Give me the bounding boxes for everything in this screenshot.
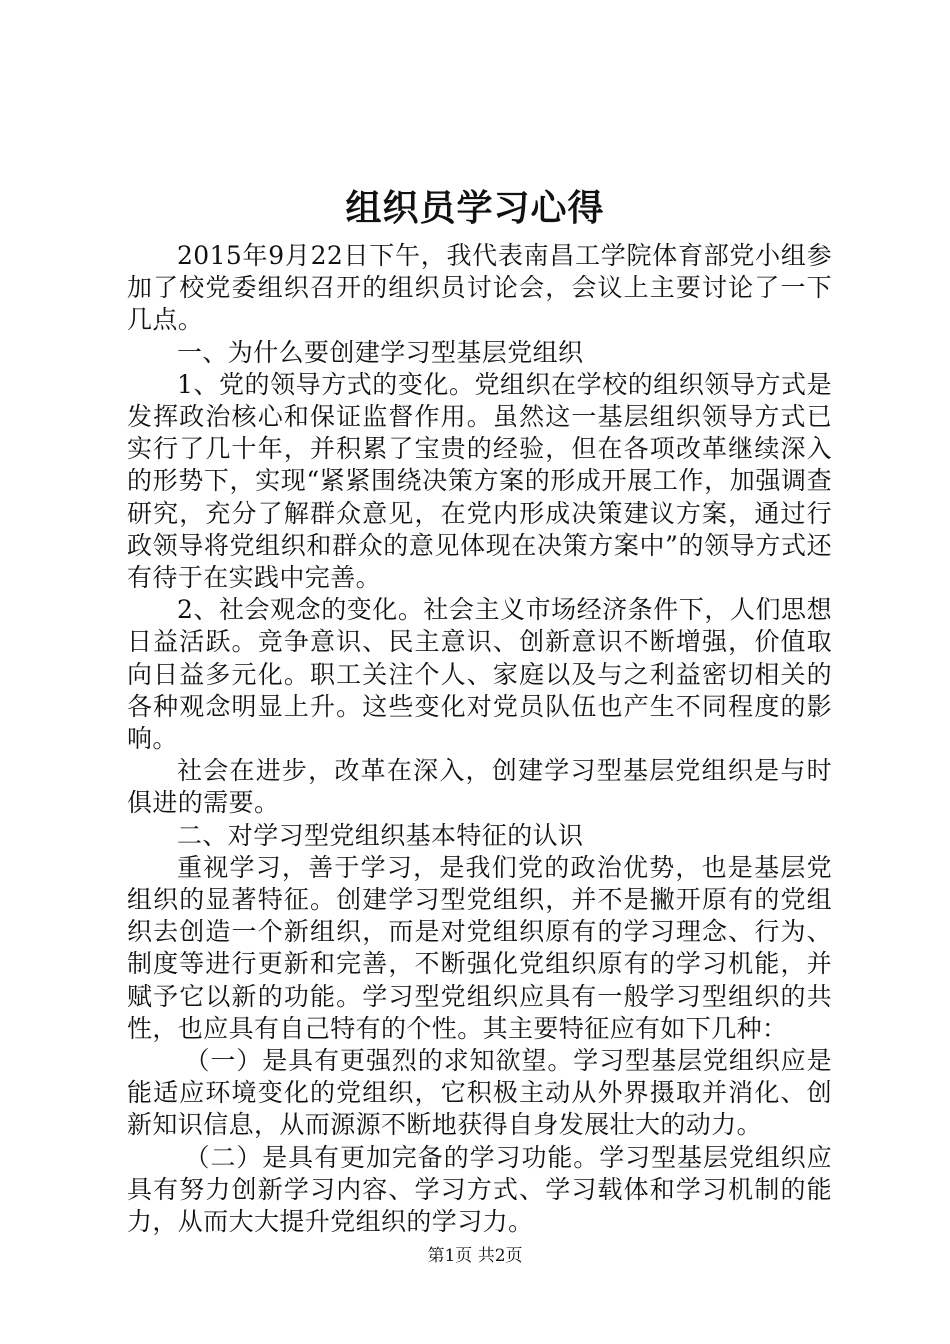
paragraph-intro: 2015年9月22日下午，我代表南昌工学院体育部党小组参加了校党委组织召开的组织员讨论会，会议上主要讨论了一下几点。 [127,241,832,335]
paragraph-point-1: 1、党的领导方式的变化。党组织在学校的组织领导方式是发挥政治核心和保证监督作用。虽然这一基层组织领导方式已实行了几十年，并积累了宝贵的经验，但在各项改革继续深入的形势下，实现“紧紧围绕决策方案的形成开展工作，加强调查研究，充分了解群众意见，在党内形成决策建议方案，通过行政领导将党组织和群众的意见体现在决策方案中”的领导方式还有待于在实践中完善。 [127,369,832,593]
paragraph-feature-1: （一）是具有更强烈的求知欲望。学习型基层党组织应是能适应环境变化的党组织，它积极主动从外界摄取并消化、创新知识信息，从而源源不断地获得自身发展壮大的动力。 [127,1046,832,1140]
document-title: 组织员学习心得 [345,187,605,229]
document-body [127,240,832,1238]
page-footer: 第1页 共2页 [427,1246,523,1266]
section-heading-1: 一、为什么要创建学习型基层党组织 [177,337,584,367]
paragraph-feature-2: （二）是具有更加完备的学习功能。学习型基层党组织应具有努力创新学习内容、学习方式、学习载体和学习机制的能力，从而大大提升党组织的学习力。 [127,1142,832,1237]
paragraph-point-2: 2、社会观念的变化。社会主义市场经济条件下，人们思想日益活跃。竞争意识、民主意识、创新意识不断增强，价值取向日益多元化。职工关注个人、家庭以及与之利益密切相关的各种观念明显上升。这些变化对党员队伍也产生不同程度的影响。 [127,595,832,754]
paragraph-summary: 社会在进步，改革在深入，创建学习型基层党组织是与时俱进的需要。 [127,756,832,818]
section-heading-2: 二、对学习型党组织基本特征的认识 [177,820,584,850]
paragraph-features: 重视学习，善于学习，是我们党的政治优势，也是基层党组织的显著特征。创建学习型党组织，并不是撇开原有的党组织去创造一个新组织，而是对党组织原有的学习理念、行为、制度等进行更新和完善，不断强化党组织原有的学习机能，并赋予它以新的功能。学习型党组织应具有一般学习型组织的共性，也应具有自己特有的个性。其主要特征应有如下几种： [127,852,832,1043]
